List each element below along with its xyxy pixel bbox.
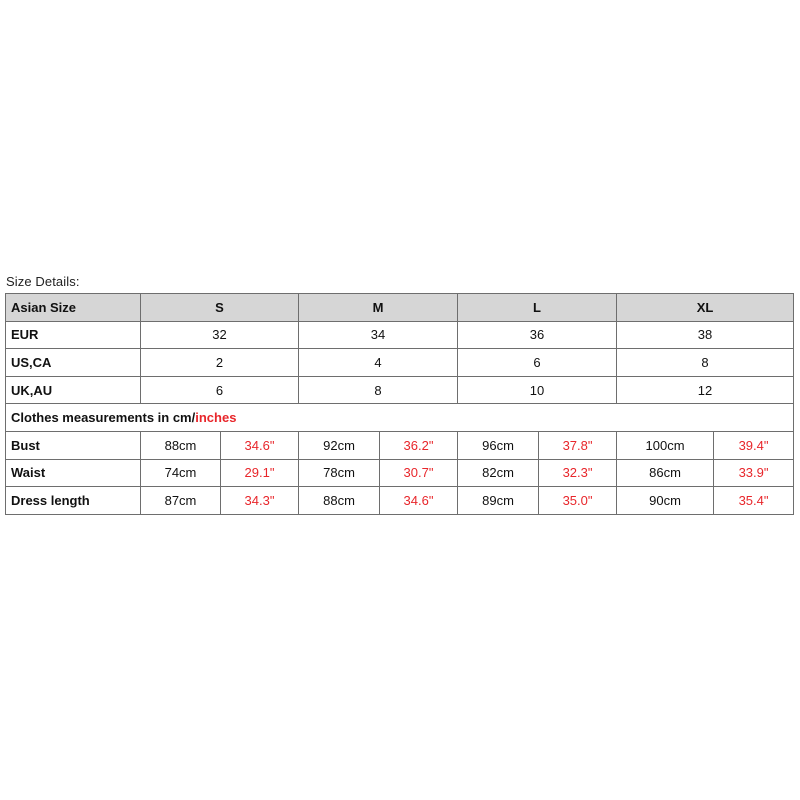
inches-cell: 33.9" (714, 459, 794, 487)
table-cell: 32 (141, 321, 299, 349)
inches-cell: 34.6" (380, 487, 458, 515)
table-cell: 8 (299, 376, 458, 404)
cm-cell: 96cm (458, 431, 539, 459)
inches-cell: 34.6" (221, 431, 299, 459)
row-label: UK,AU (6, 376, 141, 404)
size-header-m: M (299, 294, 458, 322)
table-cell: 12 (617, 376, 794, 404)
cm-cell: 92cm (299, 431, 380, 459)
inches-cell: 30.7" (380, 459, 458, 487)
table-cell: 36 (458, 321, 617, 349)
table-cell: 34 (299, 321, 458, 349)
cm-cell: 86cm (617, 459, 714, 487)
cm-cell: 90cm (617, 487, 714, 515)
table-cell: 6 (141, 376, 299, 404)
asian-size-header-row (6, 294, 794, 322)
cm-cell: 87cm (141, 487, 221, 515)
size-details-caption: Size Details: (6, 274, 80, 289)
row-label: Waist (6, 459, 141, 487)
cm-cell: 88cm (299, 487, 380, 515)
row-label: EUR (6, 321, 141, 349)
section-prefix: Clothes measurements in cm/ (11, 410, 196, 426)
cm-cell: 89cm (458, 487, 539, 515)
inches-cell: 29.1" (221, 459, 299, 487)
measurements-section-title (6, 404, 794, 432)
inches-cell: 39.4" (714, 431, 794, 459)
row-label: US,CA (6, 349, 141, 377)
inches-cell: 35.0" (539, 487, 617, 515)
cm-cell: 82cm (458, 459, 539, 487)
cm-cell: 100cm (617, 431, 714, 459)
bust-row (6, 431, 794, 459)
size-header-xl: XL (617, 294, 794, 322)
row-label: Bust (6, 431, 141, 459)
table-cell: 2 (141, 349, 299, 377)
inches-cell: 35.4" (714, 487, 794, 515)
uk-au-row (6, 376, 794, 404)
eur-row (6, 321, 794, 349)
asian-size-label: Asian Size (6, 294, 141, 322)
cm-cell: 78cm (299, 459, 380, 487)
table-cell: 4 (299, 349, 458, 377)
table-cell: 38 (617, 321, 794, 349)
inches-cell: 34.3" (221, 487, 299, 515)
table-cell: 10 (458, 376, 617, 404)
section-inches-highlight: inches (195, 410, 237, 426)
row-label: Dress length (6, 487, 141, 515)
dress-length-row (6, 487, 794, 515)
inches-cell: 36.2" (380, 431, 458, 459)
size-header-l: L (458, 294, 617, 322)
us-ca-row (6, 349, 794, 377)
table-cell: 6 (458, 349, 617, 377)
table-cell: 8 (617, 349, 794, 377)
size-header-s: S (141, 294, 299, 322)
inches-cell: 32.3" (539, 459, 617, 487)
cm-cell: 74cm (141, 459, 221, 487)
measurements-section-row (6, 404, 794, 432)
waist-row (6, 459, 794, 487)
cm-cell: 88cm (141, 431, 221, 459)
inches-cell: 37.8" (539, 431, 617, 459)
size-chart-table (5, 293, 794, 515)
